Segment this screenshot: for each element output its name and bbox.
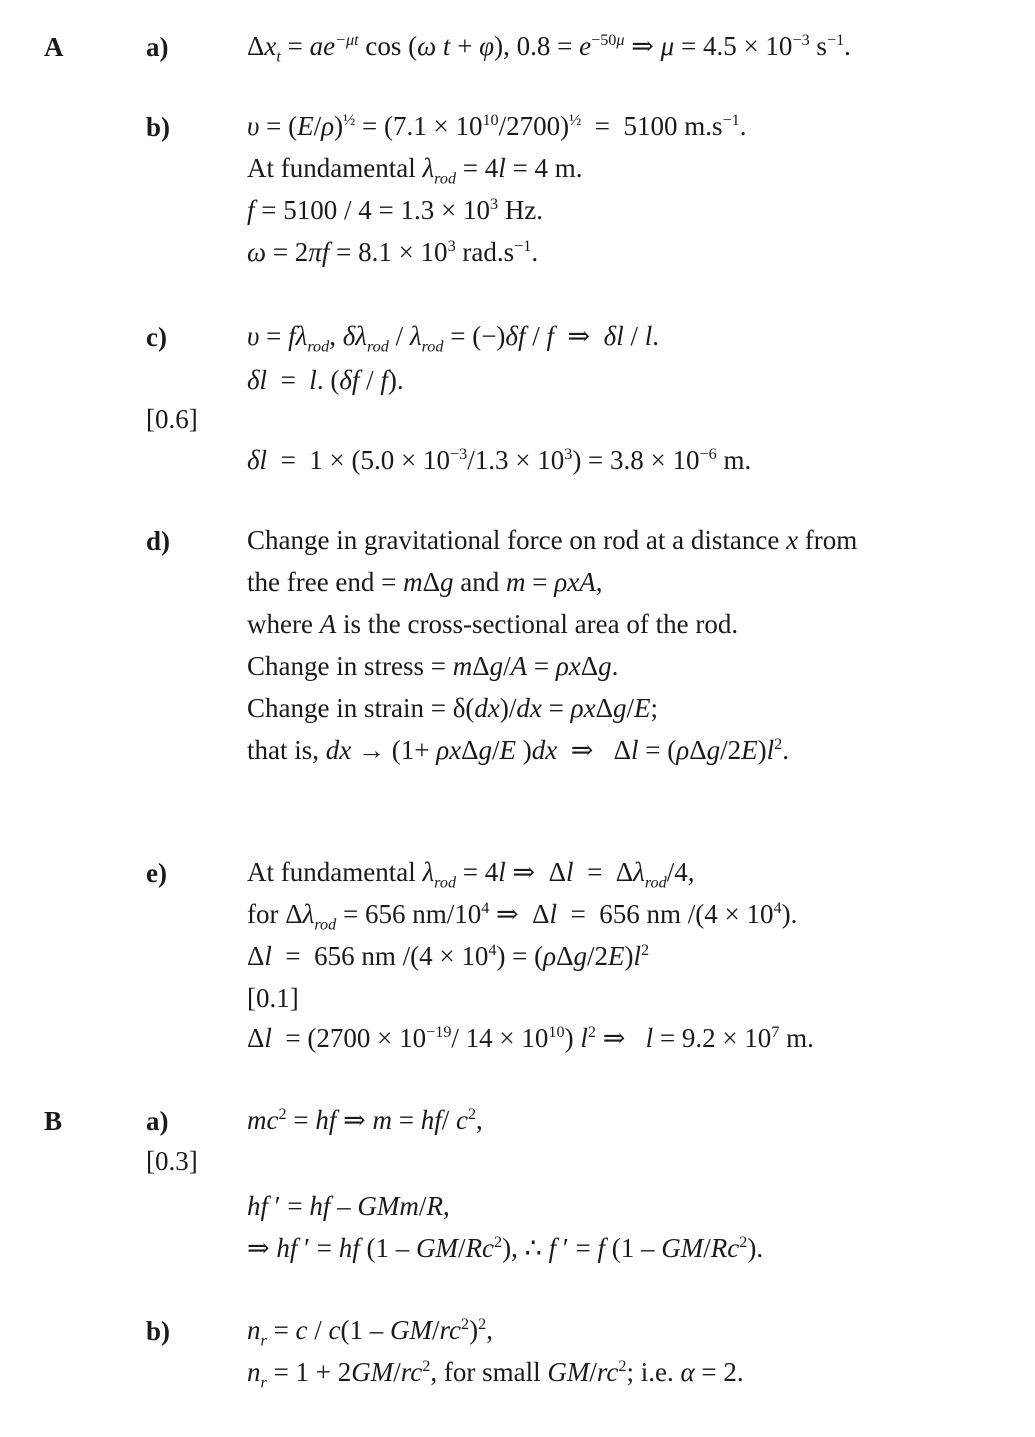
eq-c-num: 1 × (5.0 × 10 (309, 445, 450, 475)
eq-d-text5: Change in strain = (247, 693, 446, 723)
eq-b-speed: $\upsilon = (E/\rho)^{\frac{1}{2}} = (7.1 \times 10^{10}/2700)^{\frac{1}{2}} = 5100$ $m.s^{-1}$. (247, 111, 747, 141)
eq-c-den-exp: 3 (564, 445, 573, 463)
eq-Bb-text: , for small (430, 1357, 541, 1387)
eq-b-fundamental-text: At fundamental (247, 153, 416, 183)
mark-Ba: [0.3] (146, 1146, 198, 1176)
eq-Bb-alpha: 2. (723, 1357, 744, 1387)
eq-e-den-exp: 10 (548, 1023, 565, 1041)
eq-b-modulus-exp: 10 (482, 111, 499, 129)
eq-e-dl: 656 nm /(4 × 10 (599, 899, 774, 929)
eq-Bb-text2: ; i.e. (626, 1357, 674, 1387)
eq-d-line5: Change in strain = δ(dx)/dx = ρxΔg/E; (247, 693, 658, 723)
eq-d-text4: Change in stress = (247, 651, 446, 681)
part-Bb-label: b) (146, 1316, 171, 1346)
section-B-label: B (44, 1106, 63, 1136)
mark-c: [0.6] (146, 404, 198, 434)
section-A-label: A (44, 32, 64, 62)
eq-d-line3: where A is the cross-sectional area of the rod. (247, 609, 739, 639)
eq-d-text1b: from (804, 525, 858, 555)
eq-d-text3b: is the cross-sectional area of the rod. (342, 609, 739, 639)
part-Ba-label: a) (146, 1106, 169, 1136)
eq-c-unit: m. (716, 445, 752, 475)
eq-b-speed-value: 5100 m.s (623, 111, 723, 141)
eq-d-line6: that is, dx → (1+ ρxΔg/E )dx ⇒ $\Delta l = (\rho\Delta g/2E)l^2$. (247, 735, 789, 765)
part-e-label: e) (146, 858, 167, 888)
eq-d-line1: Change in gravitational force on rod at a distance x from (247, 525, 858, 555)
eq-b-frequency: $f = 5100 / 4 = 1.3 \times 10^3$ Hz. (247, 195, 544, 225)
eq-e-line5: $\Delta l = (2700 \times 10^{-19}/$ $14 \times 10^{10}$) $l^2$ ⇒ $l = 9.2 \times 10^7$ m. (247, 1023, 814, 1053)
part-d-label: d) (146, 526, 171, 556)
eq-c-relation: $\upsilon = f\lambda_{rod}$, $\delta\lambda_{rod} / \lambda_{rod} = (-)\delta f / f$ ⇒ δl / l. (247, 321, 659, 356)
eq-e-text1: At fundamental (247, 857, 416, 887)
eq-a-damping: $\Delta x_t = ae^{-\mu t}$ cos (ω t + φ), $0.8 = e^{-50\mu}$ ⇒ $\mu = 4.5 \times 10^{-3}$ $s^{-1}$. (247, 31, 851, 66)
eq-a-exp: −50 (591, 31, 617, 49)
eq-c-dl: δl = l. (δf / f). (247, 365, 404, 395)
eq-e-line1: At fundamental $\lambda_{rod} = 4l$ ⇒ $\Delta l = \Delta\lambda_{rod}/4$, (247, 857, 695, 892)
eq-d-text6: that is, (247, 735, 319, 765)
eq-d-line4: Change in stress = mΔg/A = ρxΔg. (247, 651, 619, 681)
eq-e-den: / 14 × 10 (451, 1023, 549, 1053)
eq-e-result: 9.2 × 10 (681, 1023, 772, 1053)
eq-d-text2b: and (460, 567, 500, 597)
eq-e-shift: 656 nm/10 (364, 899, 482, 929)
eq-c-value: $\delta l = 1 \times (5.0 \times 10^{-3}/1.3 \times 10^3) = 3.8 \times 10^{-6}$ m. (247, 445, 752, 475)
eq-c-result: ) = 3.8 × 10 (572, 445, 700, 475)
eq-e-unit: m. (779, 1023, 814, 1053)
eq-Bb-line2: $n_r = 1 + 2GM/rc^2$, for small $GM/rc^2$; i.e. α = 2. (247, 1357, 744, 1392)
eq-a-value-exp: −3 (792, 31, 810, 49)
eq-a-value: 4.5 × 10 (702, 31, 793, 61)
eq-b-angular-value: 8.1 × 10 (358, 237, 448, 267)
eq-e-text2: for (247, 899, 279, 929)
eq-c-num-exp: −3 (450, 445, 468, 463)
eq-e-num-exp: −19 (426, 1023, 452, 1041)
eq-b-angular-exp: 3 (447, 237, 456, 255)
part-a-label: a) (146, 32, 169, 62)
eq-e-result-exp: 7 (771, 1023, 780, 1041)
eq-d-text1: Change in gravitational force on rod at a distance (247, 525, 780, 555)
eq-b-density: /2700) (498, 111, 570, 141)
part-c-label: c) (146, 322, 167, 352)
eq-b-wavelength: At fundamental $\lambda_{rod} = 4l = 4$ m. (247, 153, 583, 188)
eq-b-angular-unit: rad.s (455, 237, 515, 267)
eq-c-result-exp: −6 (699, 445, 717, 463)
eq-Ba-line2: hf ′ = hf – GMm/R, (247, 1191, 450, 1221)
eq-e-line3: Δl = 656 nm $/(4 \times 10^4) = (\rho\Delta g/2E)l^2$ (247, 941, 650, 971)
eq-b-frequency-value: 5100 / 4 = 1.3 × 10 (283, 195, 490, 225)
eq-d-text3: where (247, 609, 313, 639)
eq-Bb-line1: $n_r = c / c(1 - GM/rc^2)^2$, (247, 1315, 493, 1350)
eq-b-angular: $\omega = 2\pi f = 8.1 \times 10^3$ $rad.s^{-1}$. (247, 237, 539, 267)
eq-d-line2: the free end = mΔg and m = ρxA, (247, 567, 603, 597)
eq-b-wavelength-value: 4 m. (534, 153, 583, 183)
mark-e: [0.1] (247, 983, 299, 1013)
eq-a-unit-exp: −1 (826, 31, 845, 49)
eq-Ba-line3: ⇒ hf ′ = hf (1 – GM/Rc$^2$), ∴ f ′ = f (1 – GM/Rc$^2$). (247, 1233, 764, 1263)
eq-d-text2a: the free end = (247, 567, 397, 597)
eq-Ba-line1: $mc^2$ = hf ⇒ m = hf/ $c^2$, (247, 1105, 483, 1135)
eq-b-frequency-exp: 3 (489, 195, 499, 213)
eq-e-line2: for $\Delta\lambda_{rod} = 656$ $nm/10^4$ ⇒ Δl = 656 nm $/(4 \times 10^4)$. (247, 899, 798, 934)
eq-b-frequency-unit: Hz. (498, 195, 544, 225)
eq-b-modulus: 7.1 × 10 (392, 111, 483, 141)
eq-c-den: /1.3 × 10 (467, 445, 565, 475)
eq-e-num: 2700 × 10 (316, 1023, 427, 1053)
part-b-label: b) (146, 112, 171, 142)
eq-a-unit: s (816, 31, 827, 61)
